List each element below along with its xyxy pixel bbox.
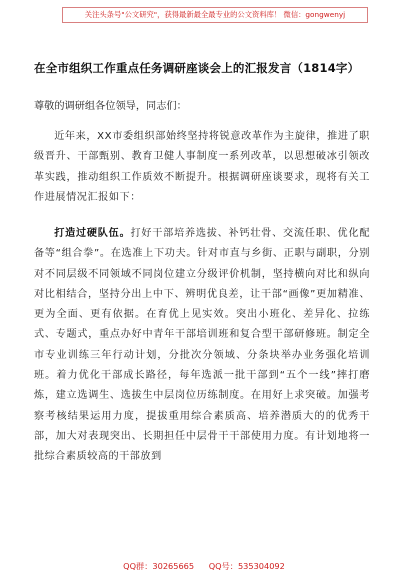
qq-group: QQ群：30265665 xyxy=(123,561,195,571)
paragraph-team-building xyxy=(34,224,370,468)
promo-banner: 关注头条号"公文研究"，获得最新最全最专业的公文资料库！ 微信：gongwenyj xyxy=(62,7,368,23)
paragraph-text: 近年来，XX市委组织部始终坚持将锐意改革作为主旋律，推进了职级晋升、干部甄别、教育卫健人事制度一系列改革，以思想破冰引领改革实践，推动组织工作质效不断提升。根据调研座谈要求，现将有关工作进展情况汇报如下： xyxy=(34,131,370,203)
paragraph-intro xyxy=(34,127,370,208)
paragraph-lead-heading: 打造过硬队伍。 xyxy=(54,228,131,239)
salutation: 尊敬的调研组各位领导，同志们： xyxy=(34,101,187,112)
contact-footer xyxy=(0,560,408,572)
qq-number: QQ号：535304092 xyxy=(208,561,285,571)
paragraph-text: 打好干部培养选拔、补钙壮骨、交流任职、优化配备等“组合拳”。在选准上下功夫。针对市直与乡街、正职与副职，分别对不同层级不同领域不同岗位建立分级评价机制，坚持横向对比和纵向对比相结合，坚持分出上中下、辨明优良差，让干部“画像”更加精准、更为全面、更有依据。在育优上见实效。突出小班化、差异化、拉练式、专题式，重点办好中青年干部培训班和复合型干部研修班。制定全市专业训练三年行动计划，分批次分领域、分条块举办业务强化培训班。着力优化干部成长路径，每年选派一批干部到“五个一线”摔打磨炼，建立选调生、选拔生中层岗位历练制度。在用好上求突破。加强考察考核结果运用力度，提拔重用综合素质高、培养潜质大的的优秀干部，加大对表现突出、长期担任中层骨干干部使用力度。有计划地将一批综合素质较高的干部放到 xyxy=(34,228,370,463)
document-title: 在全市组织工作重点任务调研座谈会上的汇报发言（1814字） xyxy=(34,61,360,75)
